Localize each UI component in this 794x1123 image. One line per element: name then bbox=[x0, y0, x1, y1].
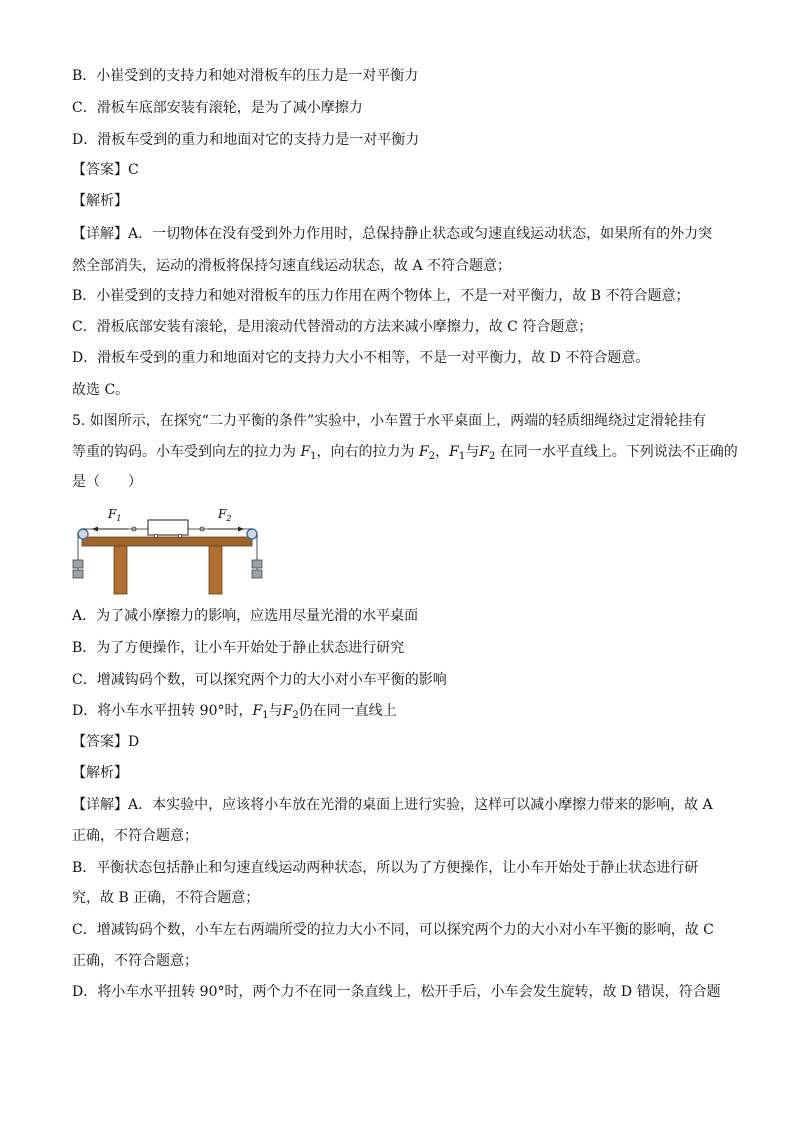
f1-subscript: 1 bbox=[310, 451, 317, 462]
q5-detail-a-2: 正确，不符合题意； bbox=[72, 828, 198, 844]
detail-text: A．本实验中，应该将小车放在光滑的桌面上进行实验，这样可以减小摩擦力带来的影响，故 A bbox=[128, 797, 713, 813]
detail-tag: 【详解】 bbox=[72, 797, 128, 813]
q4-answer bbox=[72, 160, 139, 180]
f2-label: $F_2$ bbox=[218, 507, 232, 523]
right-pulley-icon bbox=[247, 529, 257, 539]
table-leg bbox=[114, 546, 127, 594]
q5-detail-b-1: B．平衡状态包括静止和匀速直线运动两种状态，所以为了方便操作，让小车开始处于静止状态进行研 bbox=[72, 860, 699, 876]
cart bbox=[148, 520, 188, 535]
right-weights bbox=[252, 560, 262, 578]
q5-answer bbox=[72, 732, 139, 752]
q4-detail-a-1 bbox=[72, 224, 712, 244]
f1-subscript: 1 bbox=[458, 451, 466, 462]
f2-subscript: 2 bbox=[428, 451, 436, 462]
q5-option-c: C．增减钩码个数，可以探究两个力的大小对小车平衡的影响 bbox=[72, 672, 447, 688]
q4-option-c: C．滑板车底部安装有滚轮，是为了减小摩擦力 bbox=[72, 100, 363, 116]
left-weights bbox=[73, 560, 83, 578]
answer-tag: 【答案】 bbox=[72, 162, 128, 178]
cart-wheel-icon bbox=[178, 534, 182, 538]
table-leg bbox=[209, 546, 222, 594]
q5-option-b: B．为了方便操作，让小车开始处于静止状态进行研究 bbox=[72, 640, 405, 656]
option-d-pre: D．将小车水平扭转 90°时， bbox=[72, 703, 253, 719]
f-symbol: F bbox=[282, 703, 293, 719]
q4-detail-d: D．滑板车受到的重力和地面对它的支持力大小不相等，不是一对平衡力，故 D 不符合题意。 bbox=[72, 350, 650, 366]
q4-option-b: B．小崔受到的支持力和她对滑板车的压力是一对平衡力 bbox=[72, 68, 419, 84]
left-pulley-icon bbox=[78, 529, 88, 539]
f1-subscript: 1 bbox=[262, 710, 269, 721]
f2-subscript: 2 bbox=[292, 710, 299, 721]
stem-2-mid3: 在同一水平直线上。下列说法不正确的 bbox=[495, 444, 738, 460]
and-word: 与 bbox=[268, 703, 283, 719]
f1-arrowhead-icon bbox=[92, 527, 98, 532]
answer-value: C bbox=[128, 162, 139, 178]
q4-detail-c: C．滑板底部安装有滚轮，是用滚动代替滑动的方法来减小摩擦力，故 C 符合题意； bbox=[72, 319, 593, 335]
q5-analysis-tag: 【解析】 bbox=[72, 765, 128, 781]
f-symbol: F bbox=[449, 444, 459, 460]
q5-detail-d-1: D．将小车水平扭转 90°时，两个力不在同一条直线上，松开手后，小车会发生旋转，故 D 错误，符合题 bbox=[72, 984, 721, 1000]
cart-wheel-icon bbox=[154, 534, 158, 538]
f-symbol: F bbox=[252, 703, 263, 719]
q5-detail-a-1 bbox=[72, 795, 713, 815]
q4-detail-a-2: 然全部消失，运动的滑板将保持匀速直线运动状态，故 A 不符合题意； bbox=[72, 258, 512, 274]
q5-stem-3: 是（ ） bbox=[72, 474, 142, 490]
q4-analysis-tag: 【解析】 bbox=[72, 193, 128, 209]
and-word: 与 bbox=[465, 444, 480, 460]
stem-2-mid1: ，向右的拉力为 bbox=[316, 444, 419, 460]
q4-option-d: D．滑板车受到的重力和地面对它的支持力是一对平衡力 bbox=[72, 132, 420, 148]
q4-detail-b: B．小崔受到的支持力和她对滑板车的压力作用在两个物体上，不是一对平衡力，故 B 不符合题意； bbox=[72, 288, 690, 304]
q5-stem-2 bbox=[72, 442, 738, 467]
f1-label: $F_1$ bbox=[108, 507, 122, 523]
f-symbol: F bbox=[300, 444, 311, 460]
q5-detail-b-2: 究，故 B 正确，不符合题意； bbox=[72, 890, 260, 906]
table-top bbox=[82, 537, 252, 546]
q4-conclusion: 故选 C。 bbox=[72, 382, 130, 398]
experiment-figure bbox=[70, 500, 270, 600]
f-symbol: F bbox=[479, 444, 489, 460]
q5-option-d bbox=[72, 701, 397, 726]
q5-stem-1: 5. 如图所示，在探究“二力平衡的条件”实验中，小车置于水平桌面上，两端的轻质细绳绕过定滑轮挂有 bbox=[72, 413, 707, 429]
answer-value: D bbox=[128, 734, 140, 750]
stem-2-pre: 等重的钩码。小车受到向左的拉力为 bbox=[72, 444, 301, 460]
answer-tag: 【答案】 bbox=[72, 734, 128, 750]
detail-tag: 【详解】 bbox=[72, 226, 128, 242]
comma: ， bbox=[435, 444, 450, 460]
detail-text: A．一切物体在没有受到外力作用时，总保持静止状态或匀速直线运动状态，如果所有的外力突 bbox=[128, 226, 713, 242]
q5-detail-c-1: C．增减钩码个数，小车左右两端所受的拉力大小不同，可以探究两个力的大小对小车平衡的影响，故 C bbox=[72, 922, 714, 938]
f2-arrowhead-icon bbox=[238, 527, 244, 532]
f2-subscript: 2 bbox=[488, 451, 496, 462]
q5-detail-c-2: 正确，不符合题意； bbox=[72, 953, 198, 969]
q5-option-a: A．为了减小摩擦力的影响，应选用尽量光滑的水平桌面 bbox=[72, 608, 419, 624]
f-symbol: F bbox=[419, 444, 429, 460]
option-d-post: 仍在同一直线上 bbox=[298, 703, 397, 719]
